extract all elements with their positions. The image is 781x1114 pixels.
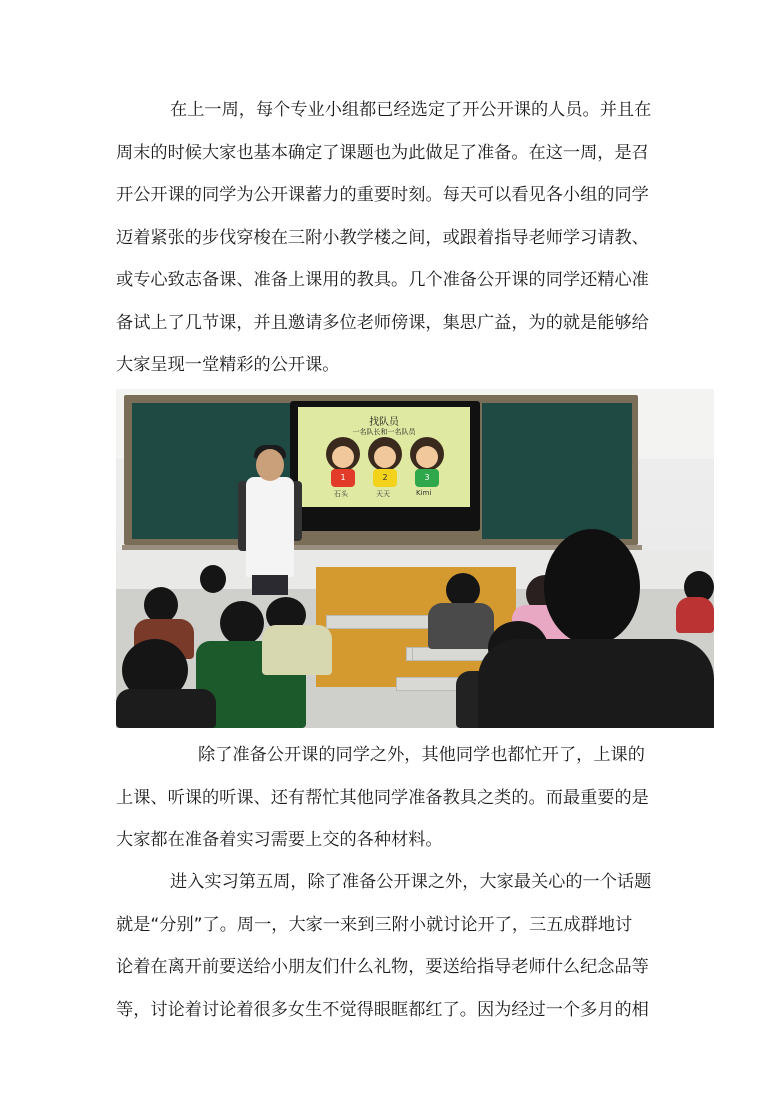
kid-shirt-1: 1 [331, 469, 355, 487]
student-body [676, 597, 714, 633]
paragraph-2 [116, 734, 672, 862]
student-head [200, 565, 226, 593]
text-line: 迈着紧张的步伐穿梭在三附小教学楼之间，或跟着指导老师学习请教、 [116, 227, 649, 248]
text-line: 周末的时候大家也基本确定了课题也为此做足了准备。在这一周，是召 [116, 142, 649, 163]
text-line: 大家呈现一堂精彩的公开课。 [116, 355, 340, 375]
text-line: 或专心致志备课、准备上课用的教具。几个准备公开课的同学还精心准 [116, 270, 649, 290]
student-body [116, 689, 216, 728]
text-line: 在上一周，每个专业小组都已经选定了开公开课的人员。并且在 [170, 100, 652, 120]
cartoon-kid-1 [326, 437, 360, 471]
teacher-legs [252, 575, 288, 595]
kid-caption-3: Kimi [416, 489, 432, 497]
text-line: 进入实习第五周，除了准备公开课之外，大家最关心的一个话题 [170, 872, 652, 892]
text-line: 等，讨论着讨论着很多女生不觉得眼眶都红了。因为经过一个多月的相 [116, 999, 649, 1020]
kid-caption-2: 天天 [376, 490, 390, 498]
text-line: 上课、听课的听课、还有帮忙其他同学准备教具之类的。而最重要的是 [116, 787, 649, 808]
student-body [262, 625, 332, 675]
slide-title: 找队员 [369, 417, 399, 428]
cartoon-kid-3 [410, 437, 444, 471]
student-head [144, 587, 178, 623]
teacher-head [256, 449, 284, 481]
blackboard-right [482, 403, 632, 539]
classroom-photo [116, 389, 714, 728]
student-body-foreground [478, 639, 714, 728]
cartoon-kid-2 [368, 437, 402, 471]
text-line: 备试上了几节课，并且邀请多位老师傍课，集思广益，为的就是能够给 [116, 312, 649, 333]
slide-screen [298, 407, 470, 507]
kid-shirt-3: 3 [415, 469, 439, 487]
text-line: 大家都在准备着实习需要上交的各种材料。 [116, 830, 443, 850]
paragraph-3 [116, 861, 672, 1031]
kid-caption-1: 石头 [334, 490, 348, 498]
teacher-vest [246, 477, 294, 577]
slide-subtitle: 一名队长和一名队员 [352, 428, 416, 436]
student-head-foreground [544, 529, 640, 645]
paragraph-1 [116, 89, 672, 387]
student-body [428, 603, 494, 649]
text-line: 除了准备公开课的同学之外，其他同学也都忙开了，上课的 [198, 745, 645, 765]
student-head [446, 573, 480, 607]
text-line: 开公开课的同学为公开课蓄力的重要时刻。每天可以看见各小组的同学 [116, 185, 649, 205]
text-line: 就是“分别”了。周一，大家一来到三附小就讨论开了，三五成群地讨 [116, 914, 633, 935]
kid-shirt-2: 2 [373, 469, 397, 487]
text-line: 论着在离开前要送给小朋友们什么礼物，要送给指导老师什么纪念品等 [116, 957, 649, 977]
student-head [220, 601, 264, 645]
